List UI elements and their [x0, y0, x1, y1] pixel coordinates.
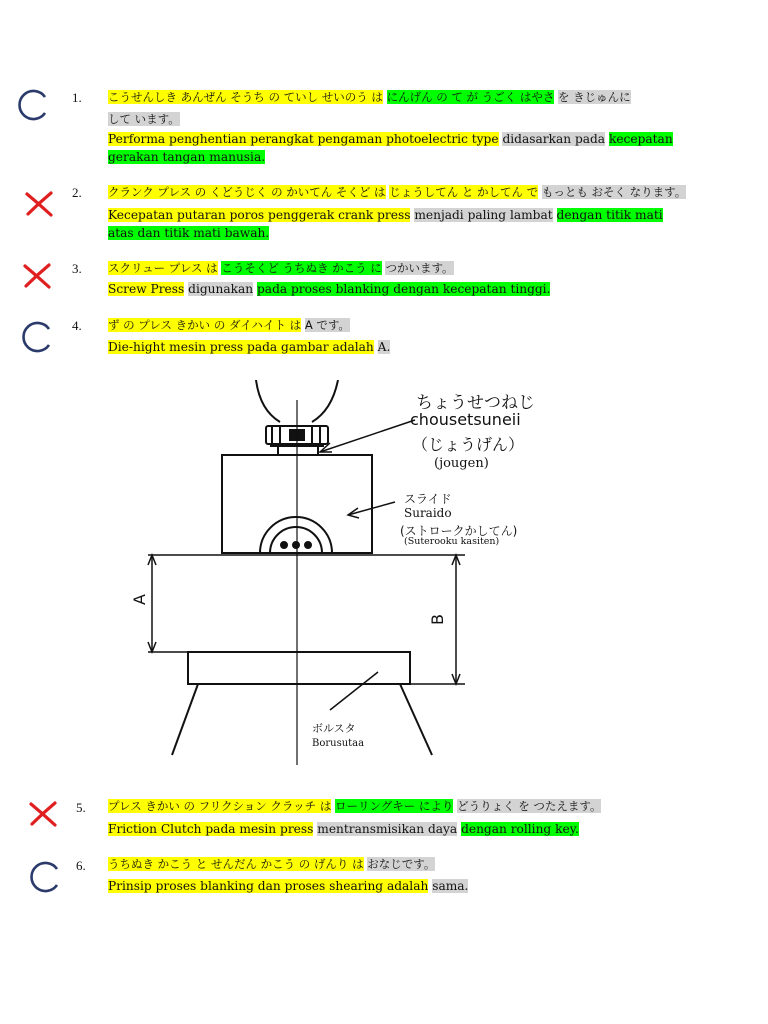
- circle-icon: [20, 320, 54, 354]
- bolster: [188, 652, 410, 684]
- circle-icon: [28, 860, 62, 894]
- jp-highlight-green: にんげん の て が うごく はやさ: [386, 90, 555, 104]
- jougen-label-romaji: (jougen): [434, 456, 489, 471]
- frame-leg-left: [172, 684, 198, 755]
- slide-label-romaji: Suraido: [404, 506, 452, 520]
- id-highlight-yellow: Performa penghentian perangkat pengaman photoelectric type: [108, 132, 499, 146]
- jp-highlight-gray: を きじゅんに: [558, 90, 631, 104]
- item-id-line-1: [108, 130, 673, 148]
- id-highlight-gray: menjadi paling lambat: [414, 208, 553, 222]
- item-jp-line-2: [108, 110, 180, 128]
- jp-highlight-green: ローリングキー により: [334, 799, 454, 813]
- item-number: 4.: [72, 318, 82, 333]
- item-id-line-1: [108, 338, 390, 356]
- id-highlight-gray: digunakan: [188, 282, 254, 296]
- adjust-screw-label-romaji: chousetsuneii: [410, 410, 521, 429]
- item-id-line-2: [108, 224, 269, 242]
- id-highlight-gray: A.: [377, 340, 391, 354]
- cross-icon: [24, 190, 54, 218]
- jp-highlight-gray: して います。: [108, 112, 180, 126]
- id-highlight-yellow: Screw Press: [108, 282, 185, 296]
- id-highlight-yellow: Prinsip proses blanking dan proses shearing adalah: [108, 879, 429, 893]
- item-id-line-2: [108, 148, 265, 166]
- item-jp-line-1: [108, 797, 601, 815]
- id-highlight-green: atas dan titik mati bawah.: [108, 226, 270, 240]
- id-highlight-gray: mentransmisikan daya: [317, 822, 458, 836]
- adjust-screw-label-jp: ちょうせつねじ: [416, 393, 535, 413]
- id-highlight-green: dengan rolling key.: [461, 822, 579, 836]
- item-jp-line-1: [108, 259, 454, 277]
- jp-highlight-gray: つかいます。: [385, 261, 454, 275]
- jp-highlight-gray: どうりょく を つたえます。: [457, 799, 602, 813]
- id-highlight-yellow: Friction Clutch pada mesin press: [108, 822, 314, 836]
- jp-highlight-yellow: じょうしてん と かしてん で: [389, 185, 539, 199]
- id-highlight-yellow: Kecepatan putaran poros penggerak crank press: [108, 208, 411, 222]
- item-number: 6.: [76, 858, 86, 873]
- item-number: 5.: [76, 800, 86, 815]
- item-number: 3.: [72, 261, 82, 276]
- jp-highlight-yellow: クランク プレス の くどうじく の かいてん そくど は: [108, 185, 386, 199]
- jp-highlight-gray: もっとも おそく なります。: [541, 185, 687, 199]
- id-highlight-green: dengan titik mati: [556, 208, 663, 222]
- jp-highlight-green: こうそくど うちぬき かこう に: [221, 261, 382, 275]
- id-highlight-yellow: Die-hight mesin press pada gambar adalah: [108, 340, 374, 354]
- jougen-label-jp: （じょうげん）: [412, 435, 525, 454]
- stroke-label-romaji: (Suterooku kasiten): [404, 536, 500, 547]
- jp-highlight-yellow: こうせんしき あんぜん そうち の ていし せいのう は: [108, 90, 383, 104]
- jp-highlight-yellow: プレス きかい の フリクション クラッチ は: [108, 799, 332, 813]
- jp-highlight-yellow: スクリュー プレス は: [108, 261, 218, 275]
- jp-highlight-yellow: ず の プレス きかい の ダイハイト は: [108, 318, 302, 332]
- cross-icon: [28, 800, 58, 828]
- item-jp-line-1: [108, 855, 435, 873]
- item-id-line-1: [108, 820, 579, 838]
- stroke-label-jp: (ストロークかしてん): [400, 524, 518, 538]
- item-number: 2.: [72, 185, 82, 200]
- bolster-label-jp: ボルスタ: [312, 722, 356, 735]
- slide-label-jp: スライド: [404, 492, 452, 506]
- dimension-label-b: B: [427, 614, 447, 625]
- bolster-label-romaji: Borusutaa: [312, 738, 365, 749]
- id-highlight-green: gerakan tangan manusia.: [108, 150, 266, 164]
- dimension-label-a: A: [129, 594, 149, 605]
- circle-icon: [16, 88, 50, 122]
- jp-highlight-gray: おなじです。: [367, 857, 436, 871]
- id-highlight-gray: sama.: [432, 879, 469, 893]
- id-highlight-gray: didasarkan pada: [502, 132, 606, 146]
- item-id-line-1: [108, 877, 468, 895]
- item-jp-line-1: [108, 183, 686, 201]
- id-highlight-green: pada proses blanking dengan kecepatan tinggi.: [257, 282, 551, 296]
- item-jp-line-1: [108, 316, 350, 334]
- upper-frame: [256, 380, 280, 422]
- item-jp-line-1: [108, 88, 631, 106]
- item-id-line-1: [108, 206, 663, 224]
- jp-highlight-gray: A です。: [304, 318, 350, 332]
- item-id-line-1: [108, 280, 550, 298]
- cross-icon: [22, 262, 52, 290]
- id-highlight-green: kecepatan: [608, 132, 673, 146]
- jp-highlight-yellow: うちぬき かこう と せんだん かこう の げんり は: [108, 857, 364, 871]
- item-number: 1.: [72, 90, 82, 105]
